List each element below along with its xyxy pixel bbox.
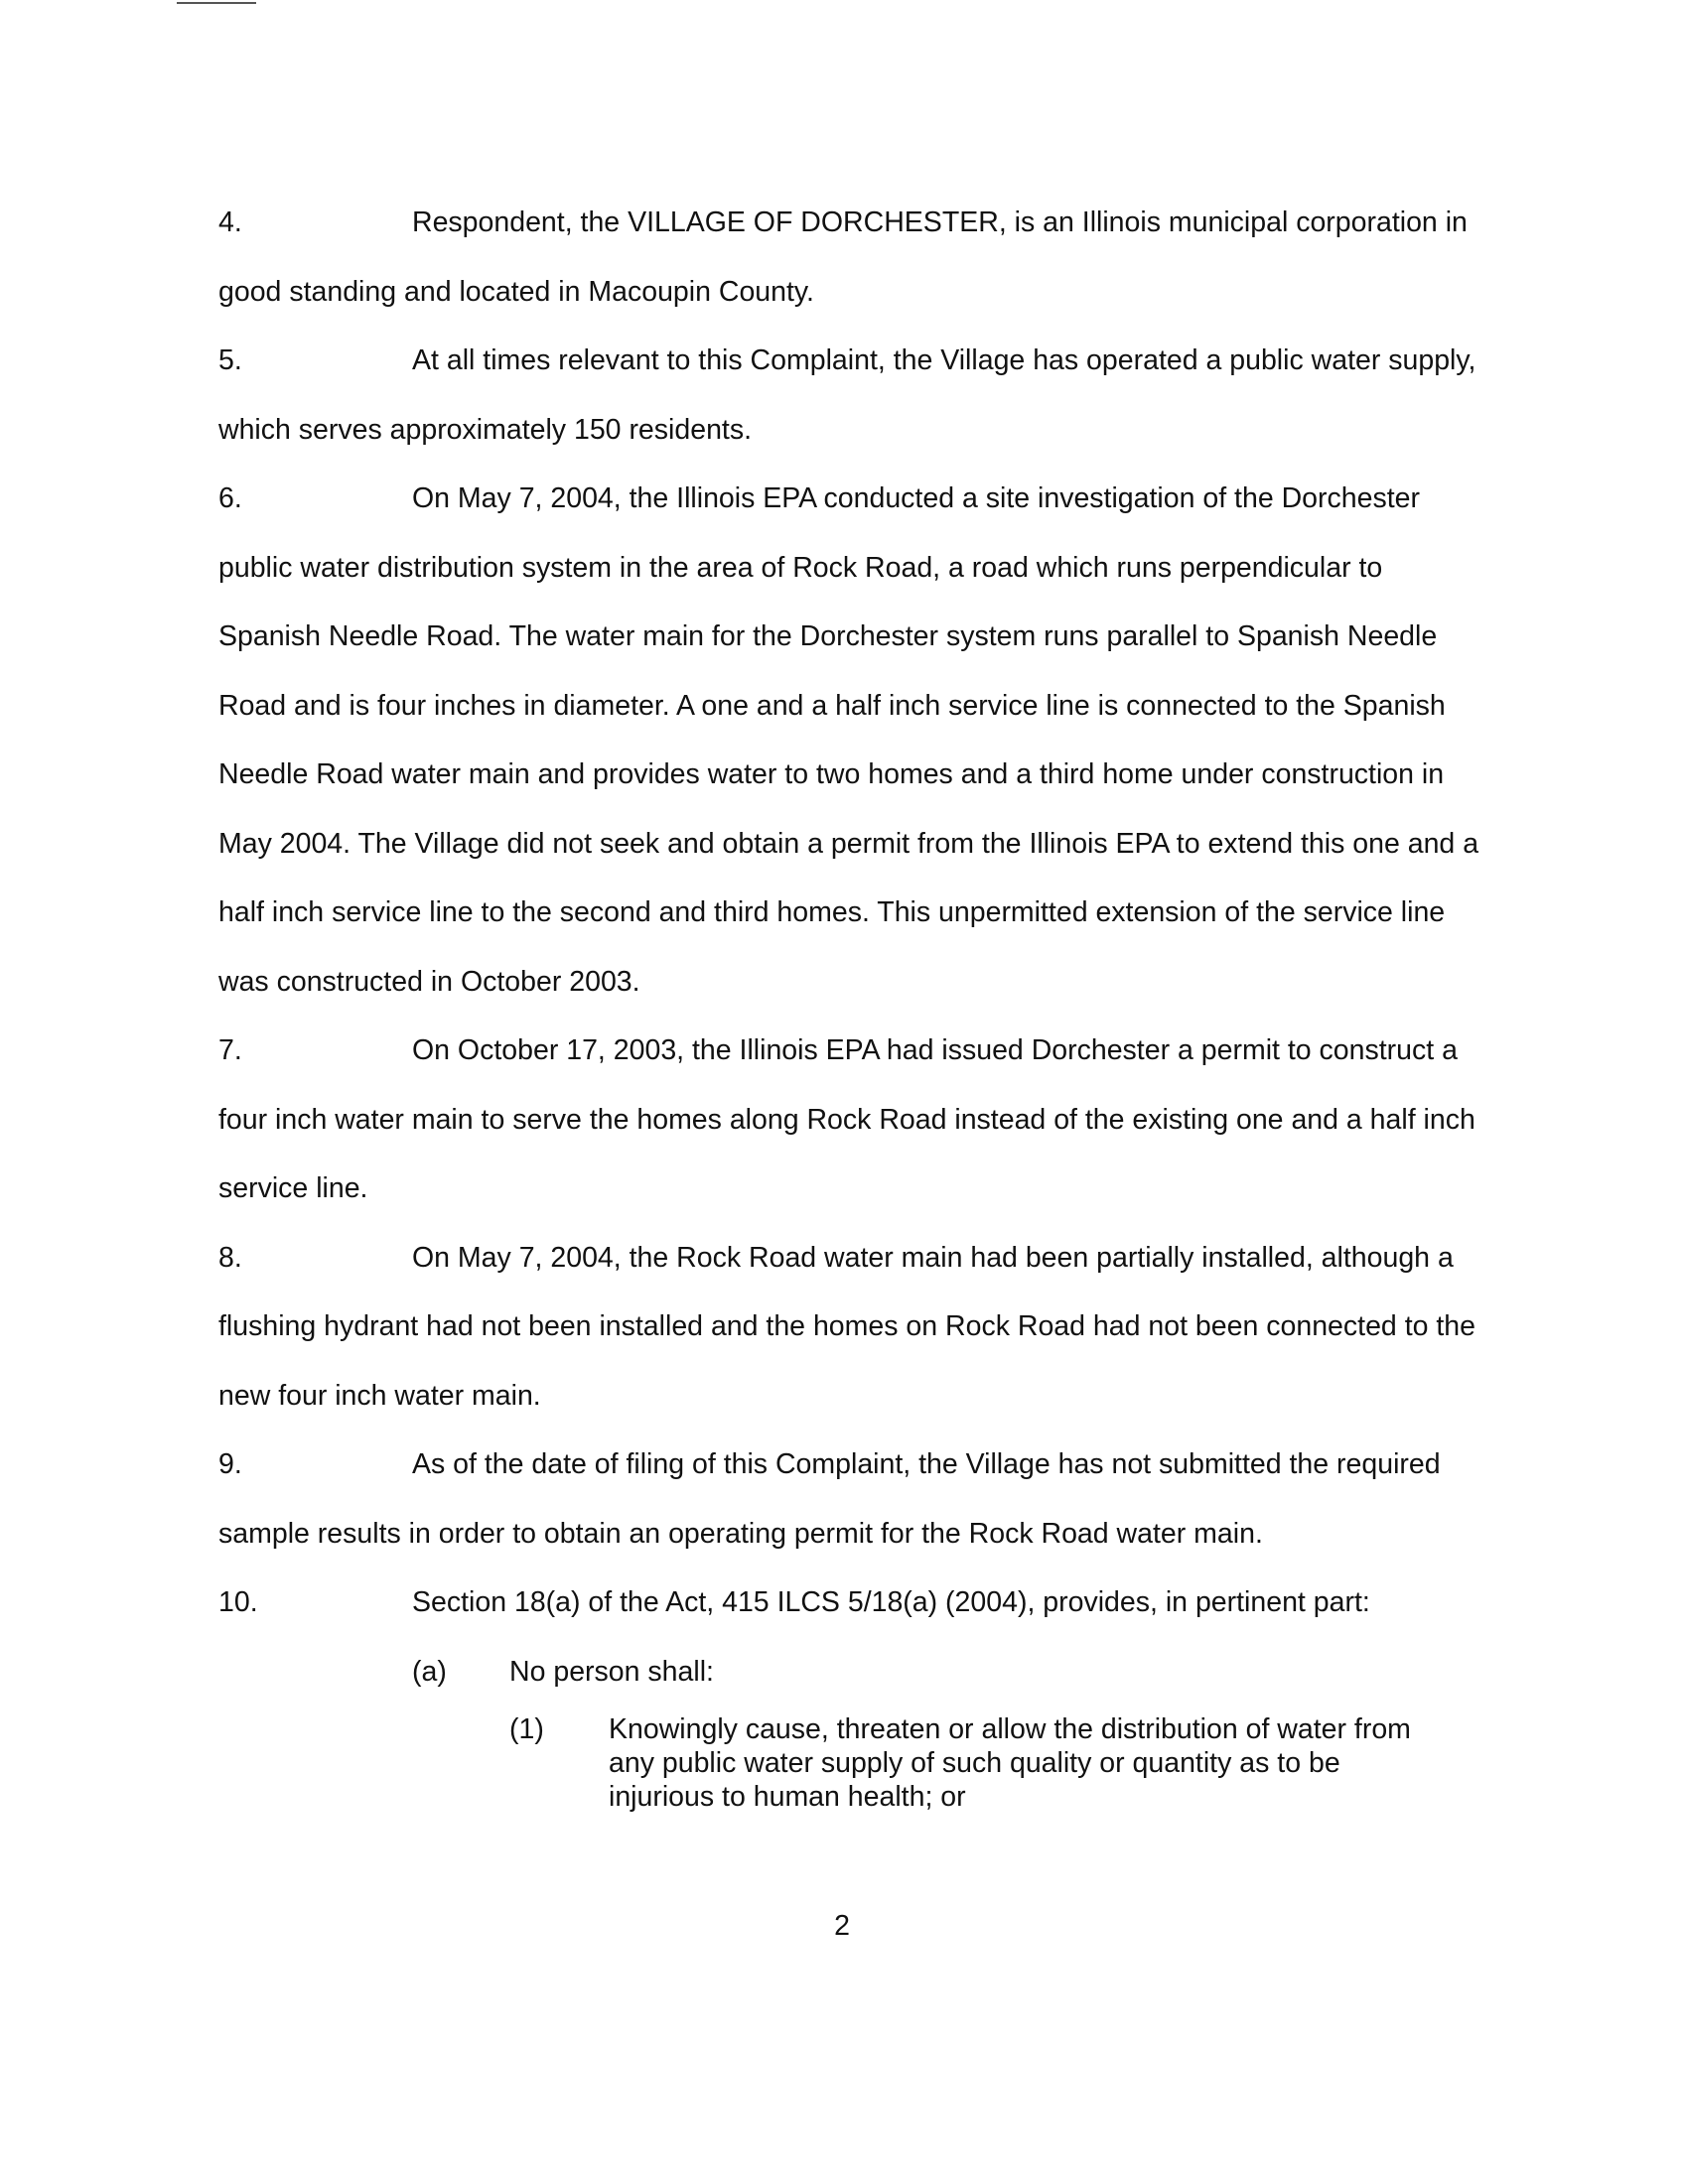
paragraph-number: 6. xyxy=(218,482,242,514)
paragraph-number: 7. xyxy=(218,1034,242,1066)
paragraph-7 xyxy=(218,1017,1489,1224)
paragraph-text: As of the date of filing of this Complaint, the Village has not submitted the required sample results in order to obtain an operating permit for the Rock Road water main. xyxy=(218,1448,1441,1550)
paragraph-number: 4. xyxy=(218,206,242,238)
paragraph-text: On May 7, 2004, the Rock Road water main had been partially installed, although a flushing hydrant had not been installed and the homes on Rock Road had not been connected to the new four inch water main. xyxy=(218,1241,1475,1412)
scan-artifact-line xyxy=(177,2,256,4)
paragraph-number: 10. xyxy=(218,1586,258,1618)
paragraph-text: Respondent, the VILLAGE OF DORCHESTER, is an Illinois municipal corporation in good standing and located in Macoupin County. xyxy=(218,206,1468,308)
paragraph-text: At all times relevant to this Complaint, the Village has operated a public water supply, which serves approximately 150 residents. xyxy=(218,344,1476,446)
document-body xyxy=(218,189,1489,1832)
subsection-a xyxy=(218,1638,1489,1707)
clause-label: (1) xyxy=(509,1713,544,1745)
paragraph-6 xyxy=(218,465,1489,1017)
subsection-label: (a) xyxy=(412,1655,447,1688)
paragraph-number: 5. xyxy=(218,344,242,376)
paragraph-number: 9. xyxy=(218,1448,242,1480)
clause-1 xyxy=(218,1712,1489,1832)
page-number: 2 xyxy=(834,1910,850,1942)
clause-text: Knowingly cause, threaten or allow the distribution of water from any public water supply of such quality or quantity as to be injurious to human health; or xyxy=(609,1713,1411,1813)
paragraph-text: On May 7, 2004, the Illinois EPA conducted a site investigation of the Dorchester public water distribution system in the area of Rock Road, a road which runs perpendicular to Spanish Needle Road. The water main for the Dorchester system runs parallel to Spanish Needle Road and is four inches in diameter. A one and a half inch service line is connected to the Spanish Needle Road water main and provides water to two homes and a third home under construction in May 2004. The Village did not seek and obtain a permit from the Illinois EPA to extend this one and a half inch service line to the second and third homes. This unpermitted extension of the service line was constructed in October 2003. xyxy=(218,482,1479,998)
paragraph-8 xyxy=(218,1224,1489,1432)
paragraph-number: 8. xyxy=(218,1241,242,1274)
paragraph-9 xyxy=(218,1431,1489,1569)
paragraph-5 xyxy=(218,327,1489,465)
paragraph-text: Section 18(a) of the Act, 415 ILCS 5/18(a) (2004), provides, in pertinent part: xyxy=(412,1586,1370,1618)
paragraph-text: On October 17, 2003, the Illinois EPA had issued Dorchester a permit to construct a four inch water main to serve the homes along Rock Road instead of the existing one and a half inch service line. xyxy=(218,1034,1475,1204)
paragraph-10 xyxy=(218,1569,1489,1638)
subsection-text: No person shall: xyxy=(509,1655,714,1688)
paragraph-4 xyxy=(218,189,1489,327)
